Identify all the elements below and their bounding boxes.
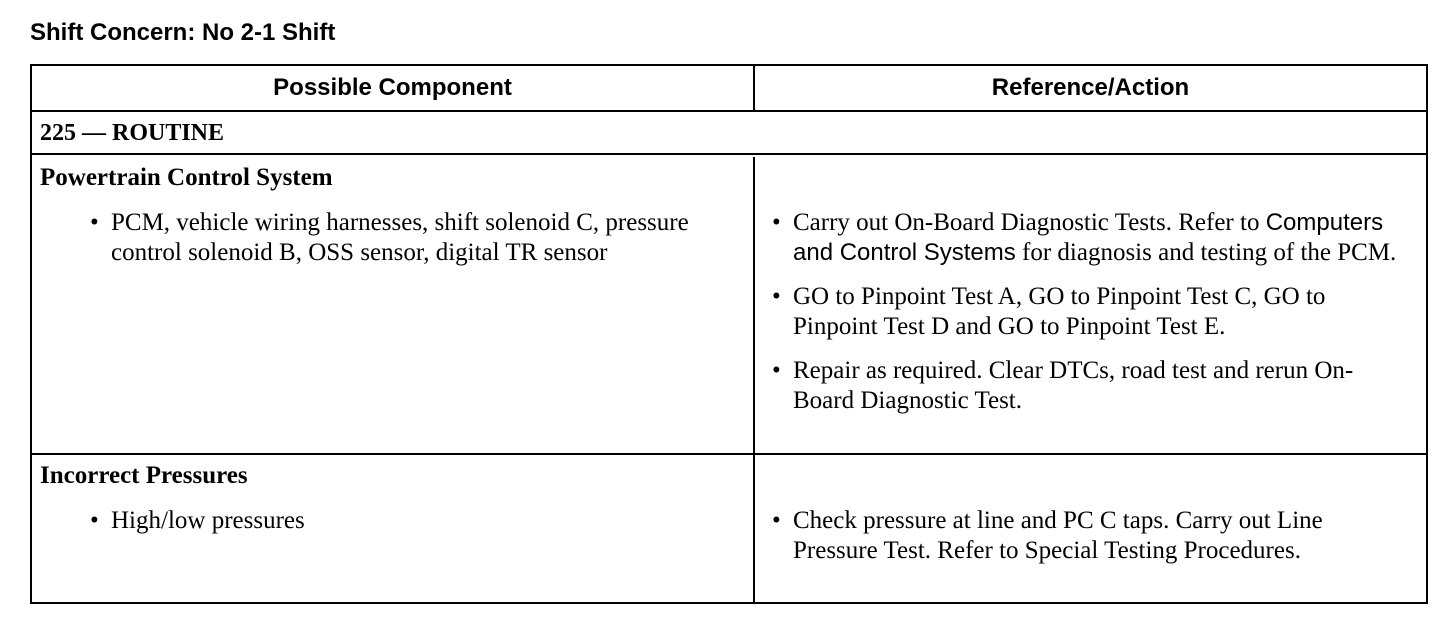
bullet-icon: •: [772, 357, 781, 384]
bullet-icon: •: [90, 209, 99, 236]
bullet-icon: •: [772, 283, 781, 310]
table-row: [32, 157, 1426, 455]
routine-row: 225 — ROUTINE: [32, 112, 1426, 155]
section-title: Powertrain Control System: [40, 164, 333, 191]
component-list: [86, 506, 726, 550]
component-text: High/low pressures: [111, 507, 305, 534]
bullet-icon: •: [90, 507, 99, 534]
list-item: [768, 208, 1413, 268]
table-header-row: [32, 66, 1426, 112]
list-item: [768, 506, 1413, 566]
list-item: [768, 356, 1413, 416]
action-text: for diagnosis and testing of the PCM.: [1022, 239, 1397, 266]
action-cell: [755, 157, 1426, 453]
component-cell: [32, 455, 755, 602]
action-text: Carry out On-Board Diagnostic Tests. Refer to: [793, 209, 1260, 236]
action-text: Repair as required. Clear DTCs, road test and rerun On-Board Diagnostic Test.: [793, 357, 1354, 414]
action-text: GO to Pinpoint Test A, GO to Pinpoint Test C, GO to Pinpoint Test D and GO to Pinpoint Test E.: [793, 283, 1326, 340]
list-item: [86, 506, 726, 536]
header-possible-component: Possible Component: [32, 66, 755, 110]
action-list: [768, 208, 1413, 430]
bullet-icon: •: [772, 507, 781, 534]
action-cell: [755, 455, 1426, 602]
diagnostic-table: [30, 64, 1428, 604]
section-title: Incorrect Pressures: [40, 462, 248, 489]
component-text: PCM, vehicle wiring harnesses, shift solenoid C, pressure control solenoid B, OSS sensor, digital TR sensor: [111, 209, 689, 266]
list-item: [86, 208, 726, 268]
list-item: [768, 282, 1413, 342]
component-cell: [32, 157, 755, 453]
component-list: [86, 208, 726, 282]
table-row: [32, 455, 1426, 602]
reference-link[interactable]: Computers and Control Systems: [793, 209, 1384, 266]
action-text: Check pressure at line and PC C taps. Carry out Line Pressure Test. Refer to Special Testing Procedures.: [793, 507, 1323, 564]
action-list: [768, 506, 1413, 580]
bullet-icon: •: [772, 209, 781, 236]
page-title: Shift Concern: No 2-1 Shift: [30, 19, 336, 46]
header-reference-action: Reference/Action: [991, 74, 1190, 101]
